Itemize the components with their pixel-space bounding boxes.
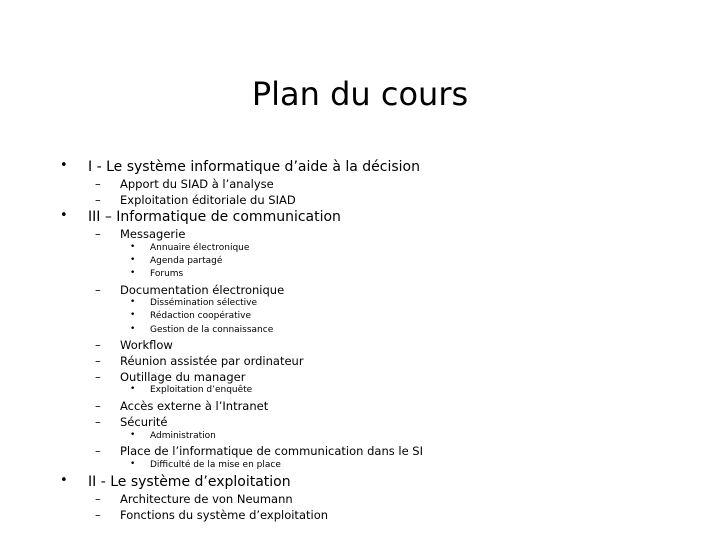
outline-item-level2: Messagerie [120,227,186,241]
outline-item-level3: Exploitation d’enquête [150,385,253,395]
outline-item-level2: Outillage du manager [120,370,246,384]
bullet-dot: • [130,242,136,252]
outline-item-level2: Exploitation éditoriale du SIAD [120,193,296,207]
bullet-dot: • [60,473,68,488]
bullet-dot: • [130,430,136,440]
outline-item-level2: Sécurité [120,415,168,429]
outline-item-level3: Dissémination sélective [150,298,258,308]
outline-item-level2: Fonctions du système d’exploitation [120,508,329,522]
outline-item-level3: Difficulté de la mise en place [150,460,281,470]
bullet-dot: • [60,158,68,173]
bullet-dash: – [95,370,101,384]
outline-item-level1: I - Le système informatique d’aide à la décision [88,159,420,175]
outline-item-level2: Documentation électronique [120,283,285,297]
outline-item-level3: Forums [150,269,184,279]
bullet-dot: • [60,208,68,223]
bullet-dot: • [130,268,136,278]
bullet-dash: – [95,492,101,506]
bullet-dash: – [95,415,101,429]
outline-item-level3: Agenda partagé [150,256,223,266]
outline-item-level2: Réunion assistée par ordinateur [120,354,304,368]
bullet-dot: • [130,297,136,307]
bullet-dot: • [130,384,136,394]
bullet-dash: – [95,283,101,297]
outline-item-level2: Accès externe à l’Intranet [120,399,269,413]
bullet-dash: – [95,227,101,241]
outline-item-level3: Annuaire électronique [150,243,250,253]
outline-item-level2: Apport du SIAD à l’analyse [120,177,274,191]
outline-item-level2: Place de l’informatique de communication dans le SI [120,444,423,458]
outline-item-level2: Architecture de von Neumann [120,492,293,506]
bullet-dash: – [95,193,101,207]
outline-item-level3: Rédaction coopérative [150,311,251,321]
bullet-dash: – [95,177,101,191]
bullet-dash: – [95,354,101,368]
bullet-dash: – [95,399,101,413]
bullet-dash: – [95,338,101,352]
bullet-dash: – [95,444,101,458]
outline-item-level1: III – Informatique de communication [88,209,341,225]
bullet-dash: – [95,508,101,522]
bullet-dot: • [130,459,136,469]
bullet-dot: • [130,255,136,265]
bullet-dot: • [130,310,136,320]
outline-item-level2: Workflow [120,338,173,352]
bullet-dot: • [130,324,136,334]
slide-title: Plan du cours [251,75,469,113]
outline-item-level3: Administration [150,431,216,441]
outline-item-level3: Gestion de la connaissance [150,325,274,335]
outline-item-level1: II - Le système d’exploitation [88,474,291,490]
